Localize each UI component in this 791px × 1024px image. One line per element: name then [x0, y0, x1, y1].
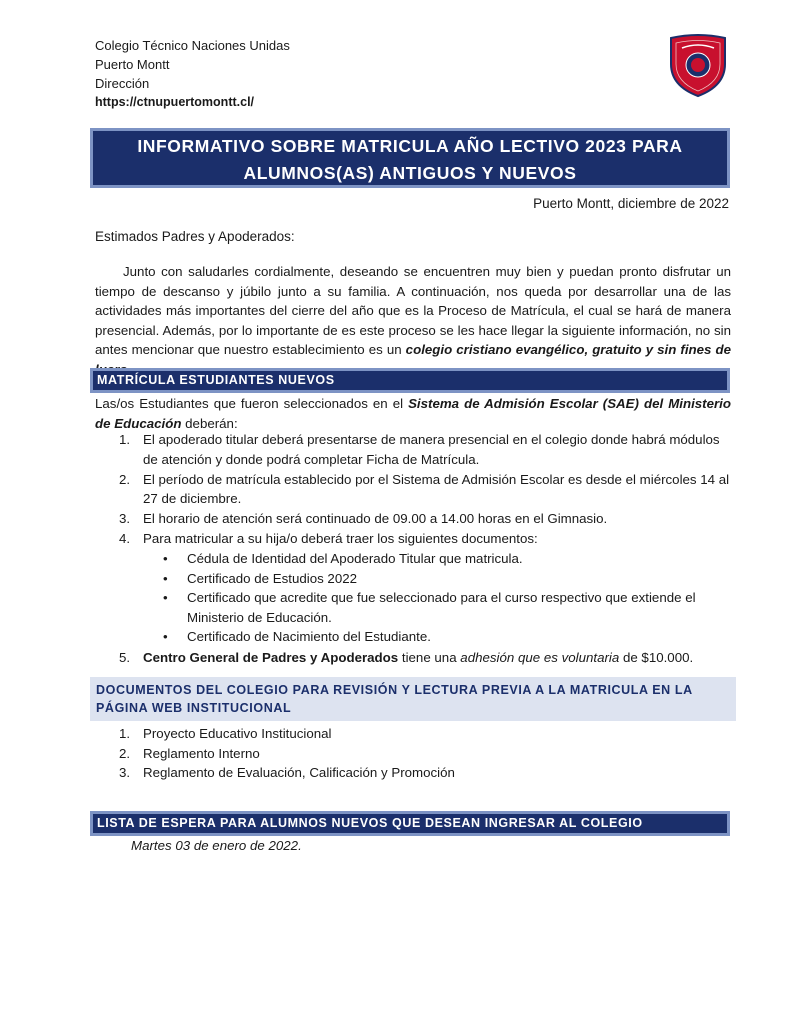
list-number: 2.: [119, 745, 131, 761]
school-name: Colegio Técnico Naciones Unidas: [95, 38, 290, 53]
intro-emphasis: colegio cristiano evangélico, gratuito y sin fines de: [405, 342, 731, 358]
step5-mid-text: tiene una: [398, 649, 461, 665]
list-item[interactable]: [95, 724, 455, 744]
school-url-link[interactable]: https://ctnupuertomontt.cl/: [95, 95, 255, 109]
list-number: 1.: [119, 726, 131, 741]
list-item-text: Para matricular a su hija/o deberá traer los siguientes documentos:: [143, 531, 538, 547]
document-item: • Certificado que acredite que fue seleccionado para el curso respectivo que extiende el Ministerio de Educación.: [143, 588, 735, 627]
list-item[interactable]: [95, 763, 455, 783]
title-line-2: ALUMNOS(AS) ANTIGUOS Y NUEVOS: [243, 163, 577, 183]
fee-amount: de $10.000.: [619, 649, 694, 665]
school-crest-logo: [668, 34, 728, 98]
school-city: Puerto Montt: [95, 57, 170, 72]
list-item-text: El horario de atención será continuado de 09.00 a 14.00 horas en el Gimnasio.: [143, 511, 608, 527]
greeting: Estimados Padres y Apoderados:: [95, 229, 295, 244]
sae-lead-bold: Sistema de Admisión Escolar (SAE) del Ministerio de Educación: [95, 396, 731, 431]
intro-paragraph: [95, 262, 731, 380]
list-item-text: El período de matrícula establecido por el Sistema de Admisión Escolar es desde el miércoles 14 al 27 de diciembre.: [143, 471, 730, 507]
enrollment-steps-list: [95, 430, 735, 668]
list-item-text: El apoderado titular deberá presentarse de manera presencial en el colegio donde habrá módulos de atención y donde podrá completar Ficha de Matrícula.: [143, 432, 720, 467]
school-office: Dirección: [95, 76, 150, 91]
document-item: • Certificado de Estudios 2022: [143, 569, 735, 589]
list-number: 5.: [119, 649, 131, 665]
list-item: [95, 509, 735, 529]
sae-lead-paragraph: [95, 394, 731, 433]
list-number: 3.: [119, 765, 131, 781]
sae-lead-post: deberán:: [181, 415, 238, 431]
list-item: [95, 430, 735, 469]
list-number: 3.: [119, 511, 131, 527]
document-date: Puerto Montt, diciembre de 2022: [533, 196, 729, 211]
parents-center-label: Centro General de Padres y Apoderados: [143, 649, 399, 665]
section-heading-new-students: MATRÍCULA ESTUDIANTES NUEVOS: [90, 368, 730, 393]
document-item: • Cédula de Identidad del Apoderado Titular que matricula.: [143, 549, 735, 569]
list-number: 2.: [119, 471, 131, 487]
list-number: 4.: [119, 531, 131, 547]
list-item: [95, 470, 735, 509]
title-line-1: INFORMATIVO SOBRE MATRICULA AÑO LECTIVO 2023 PARA: [137, 136, 683, 156]
list-item: [95, 648, 735, 668]
intro-text: Junto con saludarles cordialmente, deseando se encuentren muy bien y puedan pronto disfrutar un tiempo de descanso y júbilo junto a su familia. A continuación, nos queda por desarrollar una de las actividades más importantes del cierre del año que es la Proceso de Matrícula, el cual se hará de manera presencial. Además, por lo importante de es este proceso se les hace llegar la siguiente información, no sin antes mencionar que nuestro establecimiento es un: [95, 264, 731, 358]
school-header: [95, 36, 290, 112]
voluntary-fee-note: adhesión que es voluntaria: [460, 649, 620, 665]
section-heading-web-documents: DOCUMENTOS DEL COLEGIO PARA REVISIÓN Y LECTURA PREVIA A LA MATRICULA EN LA PÁGINA WEB INSTITUCIONAL: [90, 677, 736, 721]
document-item: • Certificado de Nacimiento del Estudiante.: [143, 627, 735, 647]
list-item-text: Reglamento Interno: [143, 745, 260, 761]
list-item[interactable]: [95, 744, 455, 764]
document-title-banner: [90, 128, 730, 188]
sae-lead-pre: Las/os Estudiantes que fueron seleccionados en el: [95, 396, 409, 411]
list-number: 1.: [119, 432, 131, 447]
required-documents-list: [143, 549, 735, 647]
list-item-text: Reglamento de Evaluación, Calificación y Promoción: [143, 765, 455, 781]
waiting-list-date: Martes 03 de enero de 2022.: [131, 838, 302, 853]
web-documents-list: [95, 724, 455, 783]
list-item: [95, 529, 735, 647]
list-item-text: Proyecto Educativo Institucional: [143, 726, 332, 741]
section-heading-waiting-list: LISTA DE ESPERA PARA ALUMNOS NUEVOS QUE DESEAN INGRESAR AL COLEGIO: [90, 811, 730, 836]
